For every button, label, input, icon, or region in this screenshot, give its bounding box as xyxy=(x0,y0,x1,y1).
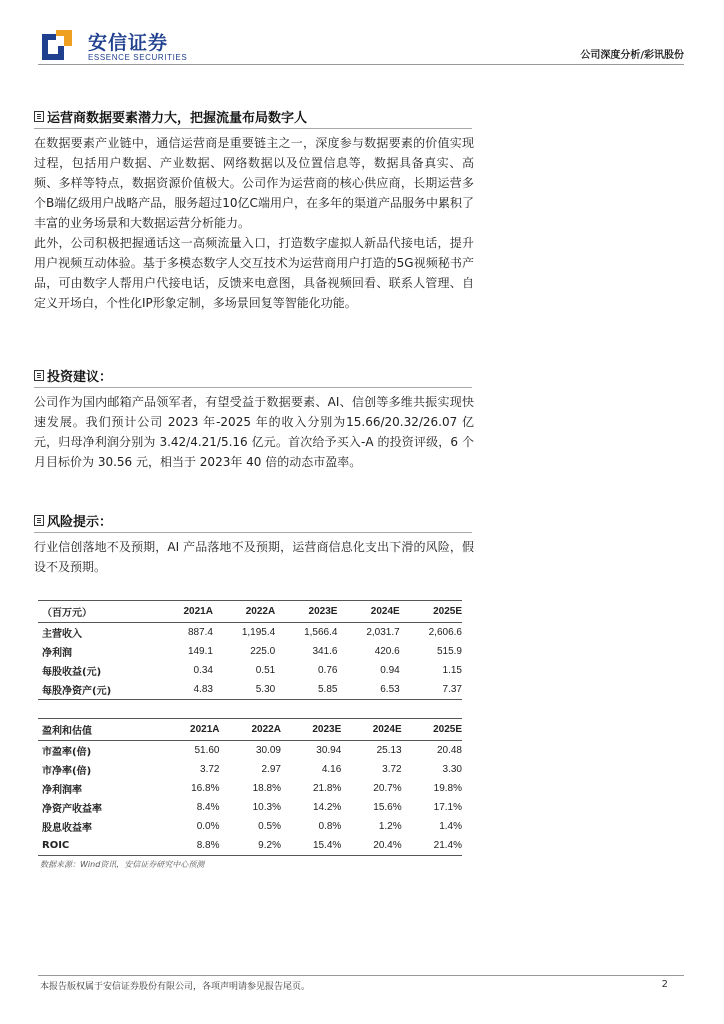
list-icon xyxy=(34,515,44,526)
table-cell: 2,606.6 xyxy=(428,627,462,638)
table-cell: 515.9 xyxy=(436,646,462,657)
section-title-text: 投资建议： xyxy=(47,369,113,385)
table-cell: 3.72 xyxy=(200,764,220,775)
table-cell: 17.1% xyxy=(433,802,462,813)
table-header-cell: 2024E xyxy=(341,719,401,741)
table-header-cell: 2022A xyxy=(219,719,280,741)
table-header-cell: 2023E xyxy=(281,719,341,741)
section-divider xyxy=(34,532,472,533)
table-cell: 净资产收益率 xyxy=(42,804,102,815)
footer-disclaimer: 本报告版权属于安信证券股份有限公司，各项声明请参见报告尾页。 xyxy=(40,982,311,992)
table-row xyxy=(38,836,462,856)
table-cell: 225.0 xyxy=(250,646,276,657)
table-cell: 0.76 xyxy=(318,665,338,676)
footer-divider xyxy=(38,975,684,976)
table-cell: 20.4% xyxy=(341,836,401,856)
section-title-text: 风险提示： xyxy=(47,514,113,530)
table-cell: 1.4% xyxy=(439,821,462,832)
table-header-cell: 2024E xyxy=(337,601,399,623)
section-divider xyxy=(34,128,472,129)
table-cell: 18.8% xyxy=(252,783,281,794)
table-header-cell: 2021A xyxy=(158,601,213,623)
table-cell: 6.53 xyxy=(337,680,399,700)
report-tag: 公司深度分析/彩讯股份 xyxy=(580,50,684,61)
table-cell: ROIC xyxy=(38,836,158,856)
table-row xyxy=(38,741,462,761)
table-cell: 5.30 xyxy=(213,680,275,700)
table-cell: 1.15 xyxy=(442,665,462,676)
section-title-text: 运营商数据要素潜力大，把握流量布局数字人 xyxy=(47,110,308,126)
table-cell: 51.60 xyxy=(194,745,220,756)
table-cell: 5.85 xyxy=(275,680,337,700)
table-cell: 0.8% xyxy=(318,821,342,832)
table-cell: 市净率(倍) xyxy=(42,766,92,777)
header-divider xyxy=(38,64,684,65)
table-header-cell: 盈利和估值 xyxy=(38,719,158,741)
table-cell: 每股收益(元) xyxy=(42,667,102,678)
section-title xyxy=(34,365,474,385)
section-investment-advice xyxy=(34,365,474,472)
table-header-cell: 2025E xyxy=(402,719,462,741)
table-cell: 14.2% xyxy=(312,802,342,813)
table-row xyxy=(38,661,462,680)
table-cell: 21.8% xyxy=(312,783,342,794)
table-cell: 25.13 xyxy=(376,745,402,756)
paragraph: 在数据要素产业链中，通信运营商是重要链主之一，深度参与数据要素的价值实现过程，包括用户数据、产业数据、网络数据以及位置信息等，数据具备真实、高频、多样等特点，数据资源价值极大。公司作为运营商的核心供应商，长期运营多个B端亿级用户战略产品，服务超过10亿C端用户，在多年的渠道产品服务中累积了丰富的业务场景和大数据运营分析能力。 xyxy=(34,136,474,230)
table-cell: 净利润 xyxy=(42,648,72,659)
table-header-cell: 2025E xyxy=(400,601,462,623)
table-cell: 30.09 xyxy=(255,745,281,756)
table-cell: 0.5% xyxy=(258,821,281,832)
paragraph: 行业信创落地不及预期，AI 产品落地不及预期，运营商信息化支出下滑的风险，假设不及预期。 xyxy=(34,540,474,574)
table-row xyxy=(38,642,462,661)
table-cell: 10.3% xyxy=(252,802,281,813)
section-title xyxy=(34,106,474,126)
table-cell: 4.16 xyxy=(321,764,342,775)
paragraph: 公司作为国内邮箱产品领军者，有望受益于数据要素、AI、信创等多维共振实现快速发展。我们预计公司 2023 年-2025 年的收入分别为15.66/20.32/26.07 亿元，归母净利润分别为 3.42/4.21/5.16 亿元。首次给予买入-A 的投资评级，6 个月目标价为 30.56 元，相当于 2023年 40 倍的动态市盈率。 xyxy=(34,395,474,469)
table-cell: 0.34 xyxy=(193,665,213,676)
table-cell: 21.4% xyxy=(402,836,462,856)
section-title xyxy=(34,510,474,530)
table-row xyxy=(38,798,462,817)
logo-subtext: ESSENCE SECURITIES xyxy=(88,53,188,62)
table-row xyxy=(38,760,462,779)
table-cell: 30.94 xyxy=(316,745,342,756)
table-header-cell: 2023E xyxy=(275,601,337,623)
table-cell: 0.94 xyxy=(380,665,400,676)
source-note: 数据来源：Wind资讯，安信证券研究中心预测 xyxy=(40,860,205,869)
table-cell: 3.30 xyxy=(442,764,462,775)
table-cell: 1.2% xyxy=(378,821,402,832)
table-header-cell: 2022A xyxy=(213,601,275,623)
table-cell: 341.6 xyxy=(312,646,338,657)
table-cell: 0.0% xyxy=(196,821,220,832)
table-cell: 19.8% xyxy=(433,783,462,794)
paragraph: 此外，公司积极把握通话这一高频流量入口，打造数字虚拟人新品代接电话，提升用户视频互动体验。基于多模态数字人交互技术为运营商用户打造的5G视频秘书产品，可由数字人帮用户代接电话，反馈来电意图，具备视频回看、联系人管理、自定义开场白，个性化IP形象定制，多场景回复等智能化功能。 xyxy=(34,236,474,310)
table-row xyxy=(38,680,462,700)
table-cell: 15.6% xyxy=(373,802,402,813)
page-number: 2 xyxy=(661,979,668,990)
logo-icon xyxy=(42,30,72,60)
table-cell: 420.6 xyxy=(374,646,400,657)
table-cell: 主营收入 xyxy=(42,629,82,640)
section-data-elements xyxy=(34,106,474,313)
table-cell: 4.83 xyxy=(158,680,213,700)
table-cell: 每股净资产(元) xyxy=(38,680,158,700)
table-cell: 1,566.4 xyxy=(304,627,338,638)
table-row xyxy=(38,779,462,798)
table-cell: 20.7% xyxy=(373,783,402,794)
table-cell: 8.4% xyxy=(196,802,220,813)
table-cell: 20.48 xyxy=(436,745,462,756)
table-cell: 15.4% xyxy=(281,836,341,856)
table-header-row xyxy=(38,601,462,623)
page-header xyxy=(0,0,724,70)
table-cell: 9.2% xyxy=(219,836,280,856)
section-risk-warning xyxy=(34,510,474,577)
table-cell: 3.72 xyxy=(382,764,402,775)
table-row xyxy=(38,817,462,836)
table-cell: 8.8% xyxy=(158,836,219,856)
table-header-cell: 2021A xyxy=(158,719,219,741)
table-cell: 887.4 xyxy=(187,627,213,638)
list-icon xyxy=(34,111,44,122)
table-cell: 0.51 xyxy=(255,665,276,676)
table-cell: 149.1 xyxy=(187,646,213,657)
list-icon xyxy=(34,370,44,381)
table-cell: 1,195.4 xyxy=(241,627,276,638)
financial-table xyxy=(38,600,462,700)
logo-text: 安信证券 xyxy=(88,32,169,54)
table-cell: 市盈率(倍) xyxy=(42,747,92,758)
table-cell: 7.37 xyxy=(400,680,462,700)
table-row xyxy=(38,623,462,643)
section-divider xyxy=(34,387,472,388)
table-cell: 2.97 xyxy=(261,764,281,775)
table-header-cell: （百万元） xyxy=(38,601,158,623)
table-cell: 净利润率 xyxy=(42,785,82,796)
table-header-row xyxy=(38,719,462,741)
table-cell: 2,031.7 xyxy=(366,627,400,638)
table-cell: 股息收益率 xyxy=(42,823,92,834)
table-cell: 16.8% xyxy=(191,783,220,794)
valuation-table xyxy=(38,718,462,856)
